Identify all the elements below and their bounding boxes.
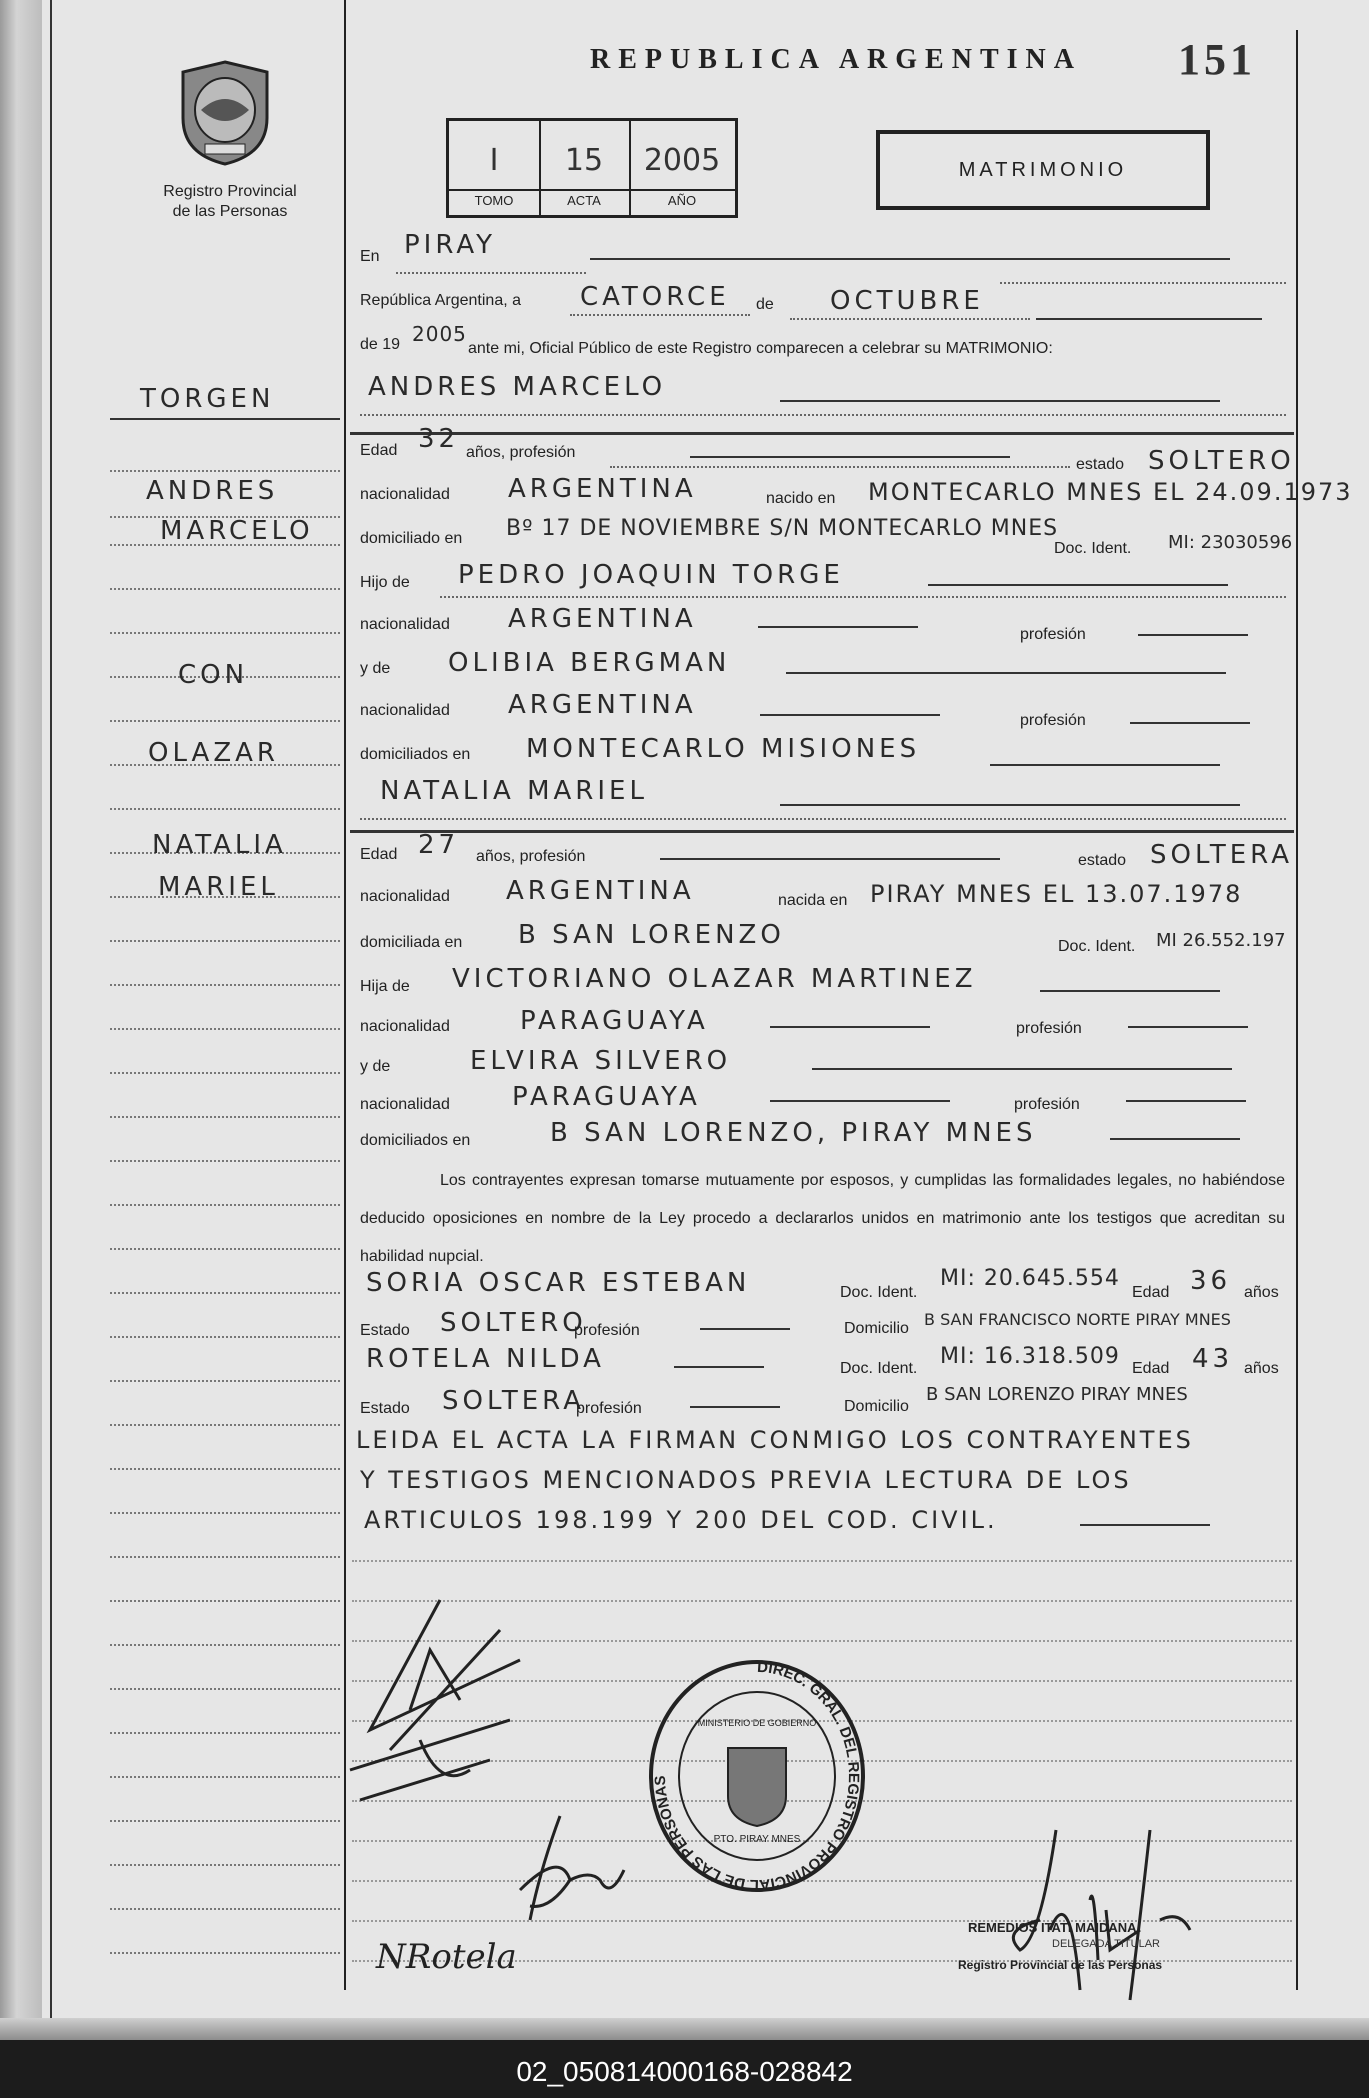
bride-nac-label: nacionalidad [360, 888, 450, 905]
bride-domicilio: B SAN LORENZO [518, 920, 785, 950]
bride-yde-label: y de [360, 1058, 391, 1075]
margin-note-natalia: NATALIA [152, 830, 287, 860]
witness2-estado-label: Estado [360, 1400, 410, 1417]
groom-nacido-label: nacido en [766, 490, 836, 507]
margin-note-mariel: MARIEL [158, 872, 279, 902]
witness2-dom-label: Domicilio [844, 1398, 909, 1415]
record-box [446, 118, 738, 218]
acta-label: ACTA [539, 189, 629, 208]
groom-padre-nac-label: nacionalidad [360, 616, 450, 633]
groom-yde-label: y de [360, 660, 391, 677]
witness1-edad-label: Edad [1132, 1284, 1170, 1301]
witness2-edad: 43 [1192, 1344, 1234, 1374]
place-value: PIRAY [404, 230, 497, 260]
date-sentence: ante mi, Oficial Público de este Registro comparecen a celebrar su MATRIMONIO: [468, 340, 1053, 357]
bride-doc-label: Doc. Ident. [1058, 938, 1136, 955]
acta-cell [539, 121, 631, 215]
official-stamp [646, 1656, 868, 1894]
groom-padre-nac: ARGENTINA [508, 604, 697, 634]
official-title: DELEGADA TITULAR [1052, 1938, 1160, 1950]
tomo-label: TOMO [449, 189, 539, 208]
bride-name: NATALIA MARIEL [380, 776, 648, 806]
groom-dom-label: domiciliado en [360, 530, 463, 547]
bride-doms-label: domiciliados en [360, 1132, 471, 1149]
tomo-value: I [489, 143, 499, 178]
witness1-doc: MI: 20.645.554 [940, 1266, 1120, 1291]
closing-line-2: Y TESTIGOS MENCIONADOS PREVIA LECTURA DE LOS [360, 1466, 1132, 1494]
witness2-prof-label: profesión [576, 1400, 642, 1417]
bride-padre-prof-label: profesión [1016, 1020, 1082, 1037]
registry-line-2: de las Personas [172, 203, 288, 220]
year-value: 2005 [412, 322, 467, 346]
folio-number: 151 [1178, 35, 1256, 84]
margin-note-name2: MARCELO [160, 516, 314, 546]
groom-hijo-label: Hijo de [360, 574, 410, 591]
official-signature-icon [990, 1820, 1220, 2010]
bride-signature-icon [500, 1810, 630, 1930]
bride-madre-prof-label: profesión [1014, 1096, 1080, 1113]
bride-padres-dom: B SAN LORENZO, PIRAY MNES [550, 1118, 1037, 1148]
binding-line [50, 0, 52, 2040]
witness1-doc-label: Doc. Ident. [840, 1284, 918, 1301]
month-value: OCTUBRE [830, 286, 984, 316]
bride-estado-label: estado [1078, 852, 1127, 869]
bride-padre-nac-label: nacionalidad [360, 1018, 450, 1035]
witness2-edad-label: Edad [1132, 1360, 1170, 1377]
witness2-estado: SOLTERA [442, 1386, 585, 1416]
witness1-dom-label: Domicilio [844, 1320, 909, 1337]
groom-padre: PEDRO JOAQUIN TORGE [458, 560, 844, 590]
witness1-estado-label: Estado [360, 1322, 410, 1339]
de-label: de [756, 296, 774, 313]
country-title: REPUBLICA ARGENTINA [590, 44, 1082, 75]
groom-nacionalidad: ARGENTINA [508, 474, 697, 504]
republic-label: República Argentina, a [360, 292, 521, 309]
groom-signature-icon [330, 1590, 530, 1820]
document-type-box: MATRIMONIO [876, 130, 1210, 210]
registry-name [130, 182, 330, 222]
groom-madre: OLIBIA BERGMAN [448, 648, 731, 678]
bride-madre-nac-label: nacionalidad [360, 1096, 450, 1113]
bride-padre-nac: PARAGUAYA [520, 1006, 709, 1036]
groom-edad: 32 [418, 424, 460, 454]
bride-madre: ELVIRA SILVERO [470, 1046, 732, 1076]
groom-name: ANDRES MARCELO [368, 372, 667, 402]
witness1-edad: 36 [1190, 1266, 1232, 1296]
bride-padre: VICTORIANO OLAZAR MARTINEZ [452, 964, 977, 994]
groom-domicilio: Bº 17 DE NOVIEMBRE S/N MONTECARLO MNES [506, 516, 1059, 541]
groom-nacido: MONTECARLO MNES EL 24.09.1973 [868, 478, 1353, 506]
bride-nacionalidad: ARGENTINA [506, 876, 695, 906]
margin-note-olazar: OLAZAR [148, 738, 279, 768]
groom-madre-nac-label: nacionalidad [360, 702, 450, 719]
coat-of-arms-icon [175, 58, 275, 168]
anio-cell [629, 121, 735, 215]
registry-line-1: Registro Provincial [163, 183, 297, 200]
margin-note-name1: ANDRES [146, 476, 279, 506]
groom-padres-dom: MONTECARLO MISIONES [526, 734, 921, 764]
page-bottom-edge [0, 2018, 1369, 2040]
anio-label: AÑO [629, 189, 735, 208]
stamp-inner-text: MINISTERIO DE GOBIERNO [697, 1718, 817, 1728]
bride-nacida: PIRAY MNES EL 13.07.1978 [870, 880, 1243, 908]
witness2-doc: MI: 16.318.509 [940, 1344, 1120, 1369]
groom-doc: MI: 23030596 [1168, 532, 1293, 553]
official-office: Registro Provincial de las Personas [958, 1958, 1163, 1972]
groom-estado: SOLTERO [1148, 446, 1295, 476]
bride-edad: 27 [418, 830, 460, 860]
witness1-anos-label: años [1244, 1284, 1279, 1301]
official-name: REMEDIOS ITATI MAIDANA [968, 1920, 1137, 1935]
bride-estado: SOLTERA [1150, 840, 1293, 870]
footer-file-id: 02_050814000168-028842 [516, 2056, 853, 2087]
witness1-domicilio: B SAN FRANCISCO NORTE PIRAY MNES [924, 1310, 1231, 1329]
groom-edad-label: Edad [360, 442, 398, 459]
groom-padre-prof-label: profesión [1020, 626, 1086, 643]
closing-line-3: ARTICULOS 198.199 Y 200 DEL COD. CIVIL. [364, 1506, 998, 1534]
witness2-anos-label: años [1244, 1360, 1279, 1377]
tomo-cell [449, 121, 541, 215]
bride-dom-label: domiciliada en [360, 934, 463, 951]
witness2-signature-text: NRotela [376, 1937, 517, 1977]
stamp-ring-text: DIREC. GRAL. DEL REGISTRO PROVINCIAL DE LAS PERSONAS [651, 1658, 863, 1894]
groom-madre-nac: ARGENTINA [508, 690, 697, 720]
year-prefix: de 19 [360, 336, 401, 353]
day-value: CATORCE [580, 282, 730, 312]
witness2-doc-label: Doc. Ident. [840, 1360, 918, 1377]
groom-estado-label: estado [1076, 456, 1125, 473]
stamp-bottom-text: PTO. PIRAY MNES [713, 1834, 801, 1845]
margin-note-surname: TORGEN [140, 384, 275, 414]
witness1-name: SORIA OSCAR ESTEBAN [366, 1268, 751, 1298]
bride-nacida-label: nacida en [778, 892, 848, 909]
right-border [1296, 30, 1298, 1990]
anio-value: 2005 [643, 143, 721, 178]
groom-anos-label: años, profesión [466, 444, 576, 461]
witness1-estado: SOLTERO [440, 1308, 587, 1338]
groom-doms-label: domiciliados en [360, 746, 471, 763]
acta-value: 15 [564, 143, 604, 178]
groom-nac-label: nacionalidad [360, 486, 450, 503]
page-binding [0, 0, 42, 2040]
witness2-name: ROTELA NILDA [366, 1344, 605, 1374]
bride-hija-label: Hija de [360, 978, 410, 995]
margin-note-con: CON [178, 660, 249, 690]
witness2-signature-graphic [372, 1930, 522, 1980]
witness2-domicilio: B SAN LORENZO PIRAY MNES [926, 1384, 1188, 1405]
closing-line-1: LEIDA EL ACTA LA FIRMAN CONMIGO LOS CONTRAYENTES [356, 1426, 1194, 1454]
groom-madre-prof-label: profesión [1020, 712, 1086, 729]
place-label: En [360, 248, 380, 265]
bride-madre-nac: PARAGUAYA [512, 1082, 701, 1112]
groom-doc-label: Doc. Ident. [1054, 540, 1132, 557]
declaration-paragraph: Los contrayentes expresan tomarse mutuamente por esposos, y cumplidas las formalidades legales, no habiéndose deducido oposiciones en nombre de la Ley procedo a declararlos unidos en matrimonio ante los testigos que acreditan su habilidad nupcial. [360, 1172, 1285, 1265]
bride-anos-label: años, profesión [476, 848, 586, 865]
bride-edad-label: Edad [360, 846, 398, 863]
bride-doc: MI 26.552.197 [1156, 930, 1286, 951]
witness1-prof-label: profesión [574, 1322, 640, 1339]
